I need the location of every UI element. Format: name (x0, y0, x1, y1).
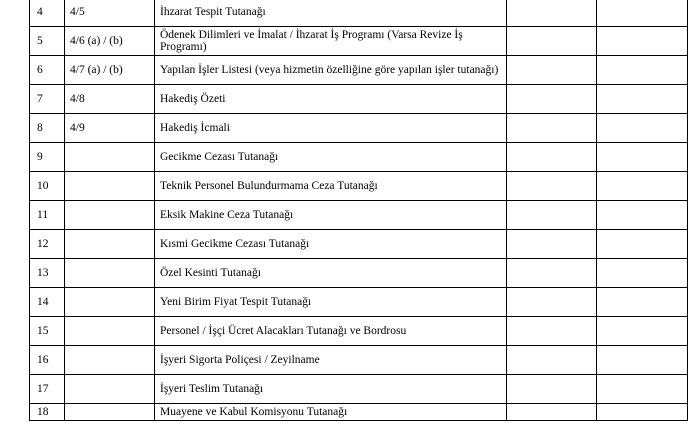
row-reference: 4/9 (65, 114, 155, 143)
table-row (30, 317, 688, 346)
row-empty-cell (597, 143, 688, 172)
row-empty-cell (507, 404, 597, 421)
row-reference: 4/5 (65, 0, 155, 27)
table-row (30, 143, 688, 172)
row-empty-cell (597, 56, 688, 85)
row-number: 17 (30, 375, 65, 404)
row-reference (65, 288, 155, 317)
row-number: 18 (30, 404, 65, 421)
row-empty-cell (597, 404, 688, 421)
row-number: 13 (30, 259, 65, 288)
row-empty-cell (507, 85, 597, 114)
row-empty-cell (507, 259, 597, 288)
row-reference (65, 375, 155, 404)
row-empty-cell (507, 56, 597, 85)
row-reference (65, 259, 155, 288)
table-row (30, 288, 688, 317)
table-row (30, 404, 688, 421)
row-empty-cell (507, 346, 597, 375)
row-empty-cell (507, 288, 597, 317)
row-empty-cell (597, 230, 688, 259)
row-number: 9 (30, 143, 65, 172)
row-document-name: Yapılan İşler Listesi (veya hizmetin özelliğine göre yapılan işler tutanağı) (155, 56, 507, 85)
row-document-name: Yeni Birim Fiyat Tespit Tutanağı (155, 288, 507, 317)
row-document-name: Teknik Personel Bulundurmama Ceza Tutanağı (155, 172, 507, 201)
row-reference (65, 201, 155, 230)
row-reference (65, 317, 155, 346)
row-empty-cell (507, 143, 597, 172)
row-empty-cell (597, 259, 688, 288)
row-empty-cell (507, 317, 597, 346)
row-number: 4 (30, 0, 65, 27)
row-document-name: Özel Kesinti Tutanağı (155, 259, 507, 288)
row-number: 11 (30, 201, 65, 230)
row-reference: 4/8 (65, 85, 155, 114)
row-number: 8 (30, 114, 65, 143)
row-empty-cell (597, 172, 688, 201)
row-empty-cell (507, 27, 597, 56)
row-document-name: İşyeri Teslim Tutanağı (155, 375, 507, 404)
row-reference (65, 143, 155, 172)
row-document-name: İhzarat Tespit Tutanağı (155, 0, 507, 27)
row-number: 5 (30, 27, 65, 56)
row-reference (65, 172, 155, 201)
table-row (30, 230, 688, 259)
row-empty-cell (507, 375, 597, 404)
row-number: 10 (30, 172, 65, 201)
row-empty-cell (597, 288, 688, 317)
document-table (29, 0, 688, 421)
table-row (30, 85, 688, 114)
row-empty-cell (597, 85, 688, 114)
row-document-name: Muayene ve Kabul Komisyonu Tutanağı (155, 404, 507, 421)
table-row (30, 201, 688, 230)
row-empty-cell (507, 172, 597, 201)
table-row (30, 259, 688, 288)
row-empty-cell (597, 201, 688, 230)
row-empty-cell (597, 375, 688, 404)
row-number: 15 (30, 317, 65, 346)
table-row (30, 0, 688, 27)
row-reference: 4/6 (a) / (b) (65, 27, 155, 56)
row-number: 7 (30, 85, 65, 114)
table-row (30, 56, 688, 85)
row-number: 6 (30, 56, 65, 85)
table-row (30, 172, 688, 201)
row-document-name: Kısmi Gecikme Cezası Tutanağı (155, 230, 507, 259)
row-document-name: İşyeri Sigorta Poliçesi / Zeyilname (155, 346, 507, 375)
row-empty-cell (597, 0, 688, 27)
row-document-name: Personel / İşçi Ücret Alacakları Tutanağı ve Bordrosu (155, 317, 507, 346)
table-row (30, 346, 688, 375)
row-reference: 4/7 (a) / (b) (65, 56, 155, 85)
row-document-name: Ödenek Dilimleri ve İmalat / İhzarat İş Programı (Varsa Revize İş Programı) (155, 27, 507, 56)
row-document-name: Eksik Makine Ceza Tutanağı (155, 201, 507, 230)
row-empty-cell (507, 230, 597, 259)
row-empty-cell (507, 0, 597, 27)
table-row (30, 27, 688, 56)
row-empty-cell (597, 114, 688, 143)
row-reference (65, 346, 155, 375)
row-empty-cell (507, 114, 597, 143)
row-reference (65, 230, 155, 259)
row-number: 12 (30, 230, 65, 259)
table-row (30, 375, 688, 404)
row-number: 16 (30, 346, 65, 375)
table-row (30, 114, 688, 143)
row-empty-cell (597, 317, 688, 346)
row-number: 14 (30, 288, 65, 317)
row-empty-cell (597, 27, 688, 56)
row-document-name: Hakediş İcmali (155, 114, 507, 143)
row-document-name: Hakediş Özeti (155, 85, 507, 114)
row-empty-cell (597, 346, 688, 375)
row-document-name: Gecikme Cezası Tutanağı (155, 143, 507, 172)
row-empty-cell (507, 201, 597, 230)
row-reference (65, 404, 155, 421)
